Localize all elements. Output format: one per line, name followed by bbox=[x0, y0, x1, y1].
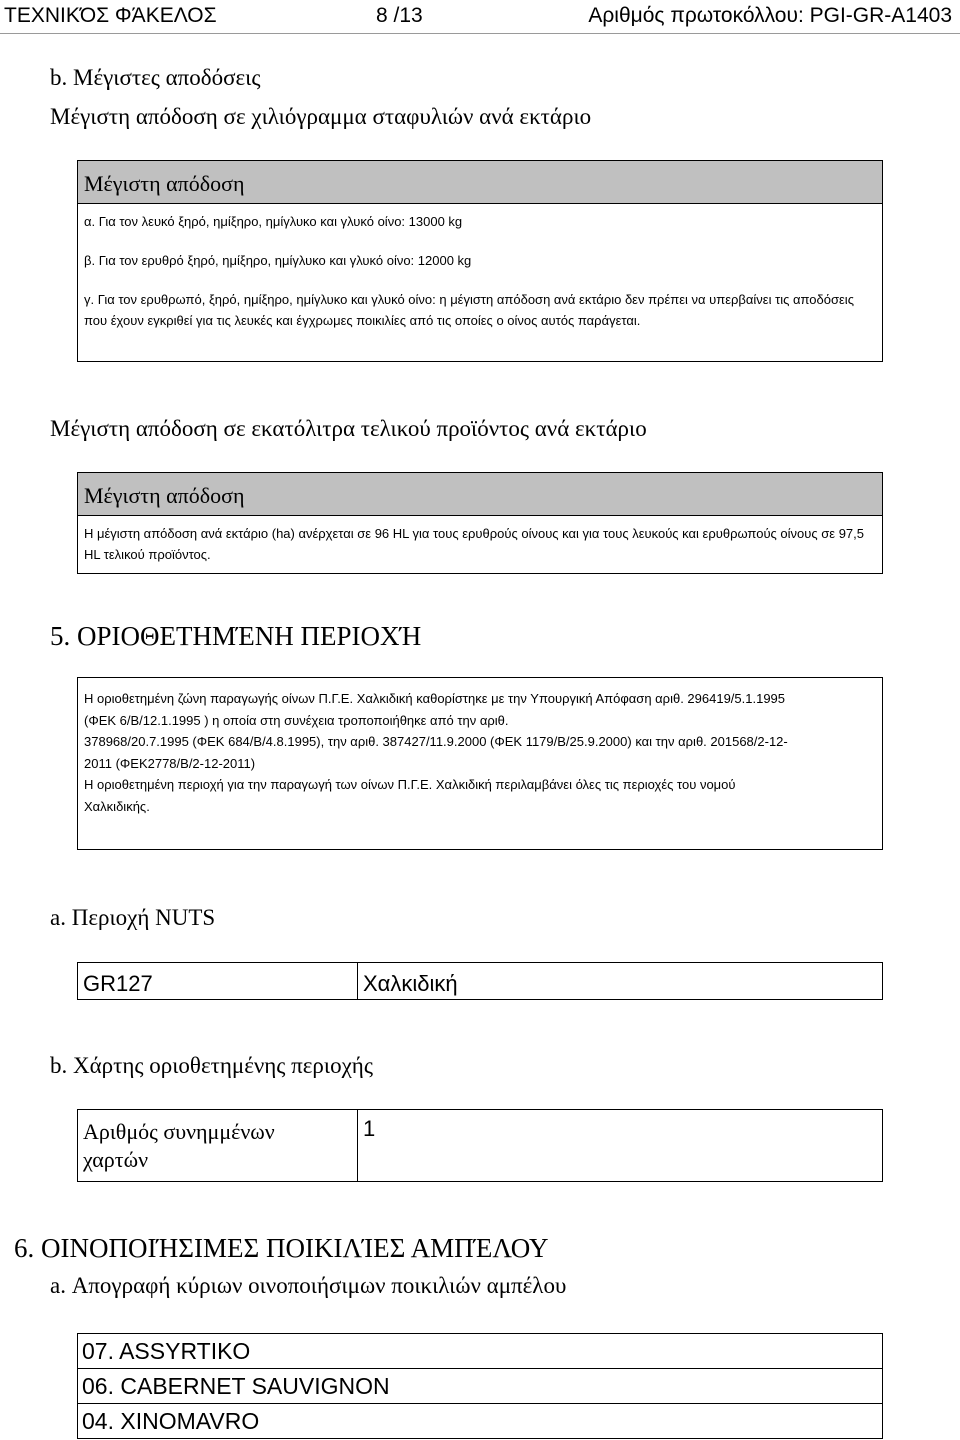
max-yields-heading: b. Μέγιστες αποδόσεις bbox=[50, 65, 261, 90]
map-table bbox=[77, 1109, 883, 1182]
area-line: Η οριοθετημένη ζώνη παραγωγής οίνων Π.Γ.Ε. Χαλκιδική καθορίστηκε με την Υπουργική Απόφαση αριθ. 296419/5.1.1995 bbox=[84, 691, 786, 706]
max-yield-hl-subheading: Μέγιστη απόδοση σε εκατόλιτρα τελικού προϊόντος ανά εκτάριο bbox=[50, 416, 647, 441]
max-yield-kg-box bbox=[77, 160, 883, 362]
variety-row: 07. ASSYRTIKO bbox=[77, 1333, 883, 1369]
varieties-table bbox=[77, 1333, 883, 1439]
demarcated-area-text bbox=[78, 678, 882, 817]
protocol-number: Αριθμός πρωτοκόλλου: PGI-GR-A1403 bbox=[588, 4, 952, 27]
max-yield-kg-box-title: Μέγιστη απόδοση bbox=[78, 161, 882, 204]
max-yield-hl-text: Η μέγιστη απόδοση ανά εκτάριο (ha) ανέρχεται σε 96 HL για τους ερυθρούς οίνους και για τους λευκούς και ερυθρωπούς οίνους σε 97,5 HL τελικού προϊόντος. bbox=[84, 526, 864, 562]
area-line: (ΦΕΚ 6/Β/12.1.1995 ) η οποία στη συνέχεια τροποποιήθηκε από την αριθ. bbox=[84, 712, 509, 728]
header-divider bbox=[0, 33, 960, 34]
nuts-region-name: Χαλκιδική bbox=[357, 962, 883, 1000]
varieties-heading: 6. ΟΙΝΟΠΟΙΉΣΙΜΕΣ ΠΟΙΚΙΛΊΕΣ ΑΜΠΈΛΟΥ bbox=[14, 1233, 549, 1263]
red-wine-yield: β. Για τον ερυθρό ξηρό, ημίξηρο, ημίγλυκο και γλυκό οίνο: 12000 kg bbox=[84, 253, 472, 268]
max-yield-hl-box-title: Μέγιστη απόδοση bbox=[78, 473, 882, 516]
map-count-label bbox=[77, 1109, 358, 1182]
variety-row: 06. CABERNET SAUVIGNON bbox=[77, 1368, 883, 1404]
nuts-heading: a. Περιοχή NUTS bbox=[50, 905, 216, 930]
variety-row: 04. XINOMAVRO bbox=[77, 1403, 883, 1439]
area-line: Χαλκιδικής. bbox=[84, 798, 150, 814]
page-header bbox=[0, 0, 960, 30]
map-heading: b. Χάρτης οριοθετημένης περιοχής bbox=[50, 1053, 373, 1078]
max-yield-kg-subheading: Μέγιστη απόδοση σε χιλιόγραμμα σταφυλιών ανά εκτάριο bbox=[50, 104, 592, 129]
map-count-label-line: χαρτών bbox=[83, 1147, 149, 1172]
max-yield-hl-box-body bbox=[78, 516, 882, 565]
area-line: 378968/20.7.1995 (ΦΕΚ 684/Β/4.8.1995), την αριθ. 387427/11.9.2000 (ΦΕΚ 1179/Β/25.9.2000) και την αριθ. 201568/2-12- bbox=[84, 734, 788, 749]
map-count-label-line: Αριθμός συνημμένων bbox=[83, 1119, 275, 1144]
page-number: 8 /13 bbox=[376, 4, 423, 27]
document-title: ΤΕΧΝΙΚΌΣ ΦΆΚΕΛΟΣ bbox=[4, 4, 217, 27]
area-line: Η οριοθετημένη περιοχή για την παραγωγή των οίνων Π.Γ.Ε. Χαλκιδική περιλαμβάνει όλες τις περιοχές του νομού bbox=[84, 777, 736, 792]
varieties-subheading: a. Απογραφή κύριων οινοποιήσιμων ποικιλιών αμπέλου bbox=[50, 1273, 567, 1298]
area-line: 2011 (ΦΕΚ2778/Β/2-12-2011) bbox=[84, 755, 256, 771]
map-count-value: 1 bbox=[357, 1109, 883, 1182]
max-yield-hl-box bbox=[77, 472, 883, 574]
nuts-table bbox=[77, 962, 883, 1000]
white-wine-yield: α. Για τον λευκό ξηρό, ημίξηρο, ημίγλυκο και γλυκό οίνο: 13000 kg bbox=[84, 214, 463, 229]
rose-wine-yield: γ. Για τον ερυθρωπό, ξηρό, ημίξηρο, ημίγλυκο και γλυκό οίνο: η μέγιστη απόδοση ανά εκτάριο δεν πρέπει να υπερβαίνει τις αποδόσεις που έχουν εγκριθεί για τις λευκές και έγχρωμες ποικιλίες από τις οποίες ο οίνος αυτός παράγεται. bbox=[84, 292, 854, 328]
max-yield-kg-box-body bbox=[78, 204, 882, 331]
nuts-code: GR127 bbox=[77, 962, 358, 1000]
demarcated-area-box bbox=[77, 677, 883, 850]
demarcated-area-heading: 5. ΟΡΙΟΘΕΤΗΜΈΝΗ ΠΕΡΙΟΧΉ bbox=[50, 621, 422, 651]
